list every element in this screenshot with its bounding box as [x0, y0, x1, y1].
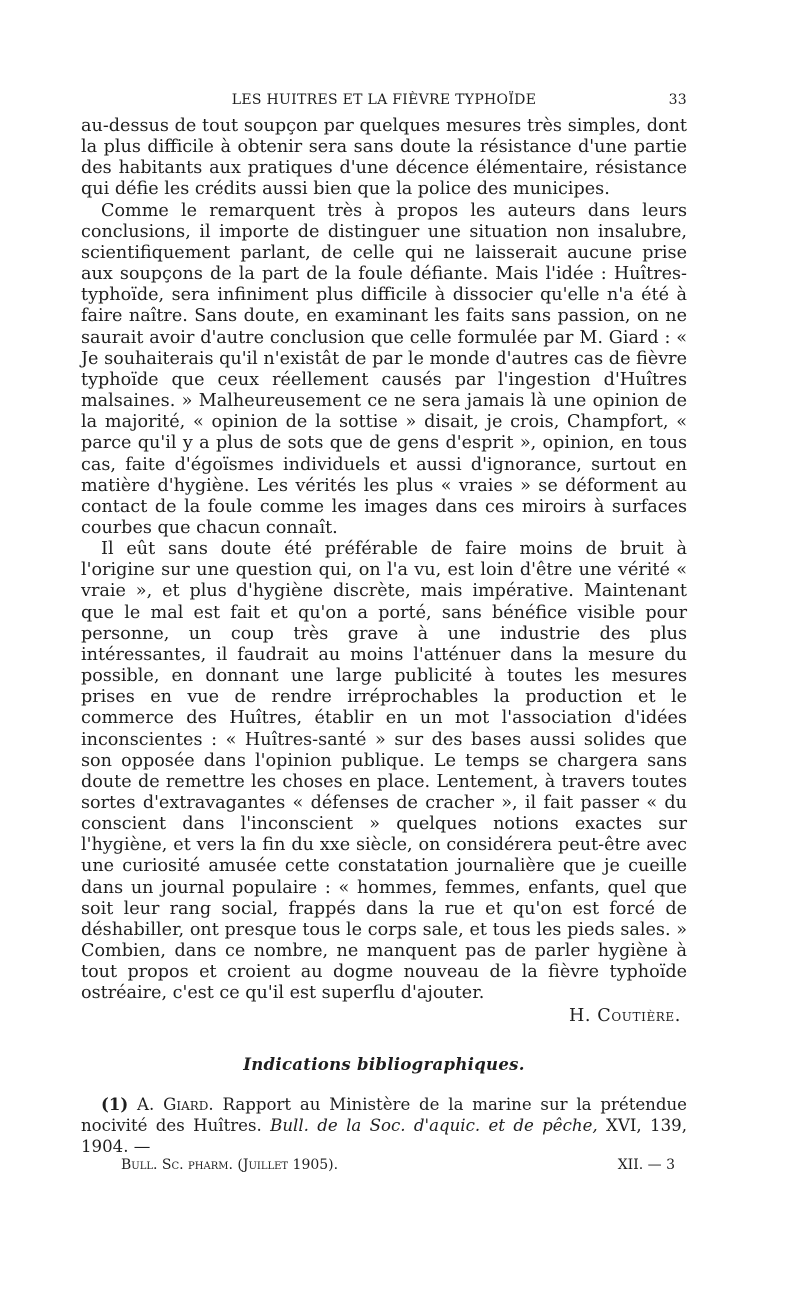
footnote-author: A. Giard. — [137, 1094, 214, 1114]
running-header — [81, 88, 687, 110]
running-title: LES HUITRES ET LA FIÈVRE TYPHOÏDE — [231, 92, 537, 108]
page-number: 33 — [668, 92, 687, 108]
author-signature: H. Coutière. — [568, 1005, 681, 1026]
paragraph: au-dessus de tout soupçon par quelques mesures très simples, dont la plus difficile à obtenir sera sans doute la résistance d'une partie des habitants aux pratiques d'une décence élémentaire, résistance qui défie les crédits aussi bien que la police des municipes. — [81, 116, 687, 200]
paragraph: Comme le remarquent très à propos les auteurs dans leurs conclusions, il importe de distinguer une situation non insalubre, scientifiquement parlant, de celle qui ne laisserait aucune prise aux soupçons de la part de la foule défiante. Mais l'idée : Huîtres-typhoïde, sera infiniment plus difficile à dissocier qu'elle n'a été à faire naître. Sans doute, en examinant les faits sans passion, on ne saurait avoir d'autre conclusion que celle formulée par M. Giard : « Je souhaiterais qu'il n'existât de par le monde d'autres cas de fièvre typhoïde que ceux réellement causés par l'ingestion d'Huîtres malsaines. » Malheureusement ce ne sera jamais là une opinion de la majorité, « opinion de la sottise » disait, je crois, Champfort, « parce qu'il y a plus de sots que de gens d'esprit », opinion, en tous cas, faite d'égoïsmes individuels et aussi d'ignorance, surtout en matière d'hygiène. Les vérités les plus « vraies » se déforment au contact de la foule comme les images dans ces miroirs à surfaces courbes que chacun connaît. — [81, 200, 687, 538]
page — [81, 88, 687, 1179]
footnote — [81, 1094, 687, 1157]
footnote-volume: XVI, 139, 1904. — — [81, 1115, 687, 1156]
footer-journal: Bull. Sc. pharm. (Juillet 1905). — [121, 1156, 339, 1173]
footnote-title: Rapport au Ministère de la marine sur la prétendue nocivité des Huîtres. — [81, 1094, 688, 1135]
footnote-journal: Bull. de la Soc. d'aquic. et de pêche, — [270, 1115, 598, 1135]
footnote-number: (1) — [101, 1093, 129, 1114]
body-text — [81, 116, 687, 1005]
page-footer — [81, 1157, 687, 1179]
paragraph: Il eût sans doute été préférable de faire moins de bruit à l'origine sur une question qui, on l'a vu, est loin d'être une vérité « vraie », et plus d'hygiène discrète, mais impérative. Maintenant que le mal est fait et qu'on a porté, sans bénéfice visible pour personne, un coup très grave à une industrie des plus intéressantes, il faudrait au moins l'atténuer dans la mesure du possible, en donnant une large publicité à toutes les mesures prises en vue de rendre irréprochables la production et le commerce des Huîtres, établir en un mot l'association d'idées inconscientes : « Huîtres-santé » sur des bases aussi solides que son opposée dans l'opinion publique. Le temps se chargera sans doute de remettre les choses en place. Lentement, à travers toutes sortes d'extravagantes « défenses de cracher », il fait passer « du conscient dans l'inconscient » quelques notions exactes sur l'hygiène, et vers la fin du xxe siècle, on considérera peut-être avec une curiosité amusée cette constatation journalière que je cueille dans un journal populaire : « hommes, femmes, enfants, quel que soit leur rang social, frappés dans la rue et qu'on est forcé de déshabiller, ont presque tous le corps sale, et tous les pieds sales. » Combien, dans ce nombre, ne manquent pas de parler hygiène à tout propos et croient au dogme nouveau de la fièvre typhoïde ostréaire, c'est ce qu'il est superflu d'ajouter. — [81, 539, 687, 1004]
section-heading: Indications bibliographiques. — [243, 1054, 525, 1074]
footer-signature-mark: XII. — 3 — [617, 1156, 675, 1173]
